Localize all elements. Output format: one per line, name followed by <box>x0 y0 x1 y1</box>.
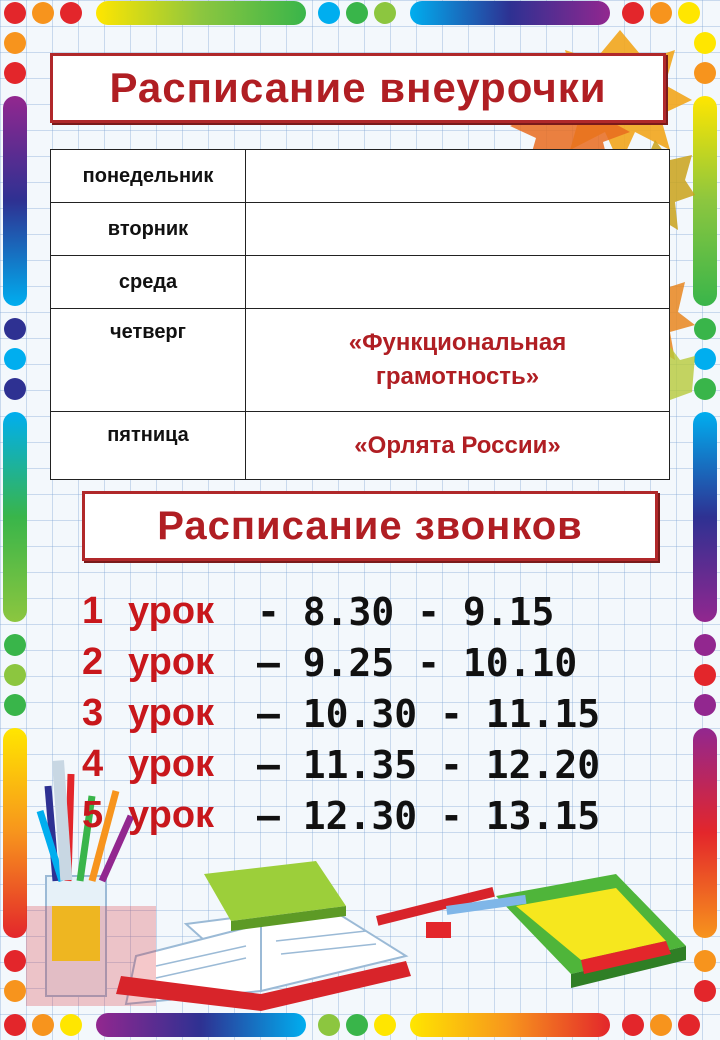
activity-cell <box>246 150 670 203</box>
day-cell: четверг <box>51 309 246 412</box>
table-row <box>51 309 670 412</box>
table-row <box>51 150 670 203</box>
lesson-number: 3 <box>82 692 104 734</box>
day-cell: вторник <box>51 203 246 256</box>
lesson-time: – 12.30 - 13.15 <box>257 794 601 838</box>
activity-cell <box>246 256 670 309</box>
lesson-label: урок <box>128 743 215 785</box>
activity-cell: «Орлята России» <box>246 412 670 480</box>
bells-title: Расписание звонков <box>82 491 658 561</box>
lesson-number: 5 <box>82 794 104 836</box>
lesson-time: - 8.30 - 9.15 <box>257 590 555 634</box>
day-cell: понедельник <box>51 150 246 203</box>
table-row <box>51 412 670 480</box>
schedule-title: Расписание внеурочки <box>50 53 666 123</box>
lesson-number: 1 <box>82 590 104 632</box>
day-cell: среда <box>51 256 246 309</box>
lesson-label: урок <box>128 590 215 632</box>
lesson-time: – 10.30 - 11.15 <box>257 692 601 736</box>
table-row <box>51 256 670 309</box>
table-row <box>51 203 670 256</box>
activity-cell <box>246 203 670 256</box>
lesson-label: урок <box>128 692 215 734</box>
day-cell: пятница <box>51 412 246 480</box>
lesson-time: – 9.25 - 10.10 <box>257 641 578 685</box>
activity-cell: «Функциональная грамотность» <box>246 309 670 412</box>
lesson-label: урок <box>128 794 215 836</box>
lesson-number: 4 <box>82 743 104 785</box>
extracurricular-table <box>50 149 670 480</box>
lesson-time: – 11.35 - 12.20 <box>257 743 601 787</box>
lesson-label: урок <box>128 641 215 683</box>
lesson-number: 2 <box>82 641 104 683</box>
